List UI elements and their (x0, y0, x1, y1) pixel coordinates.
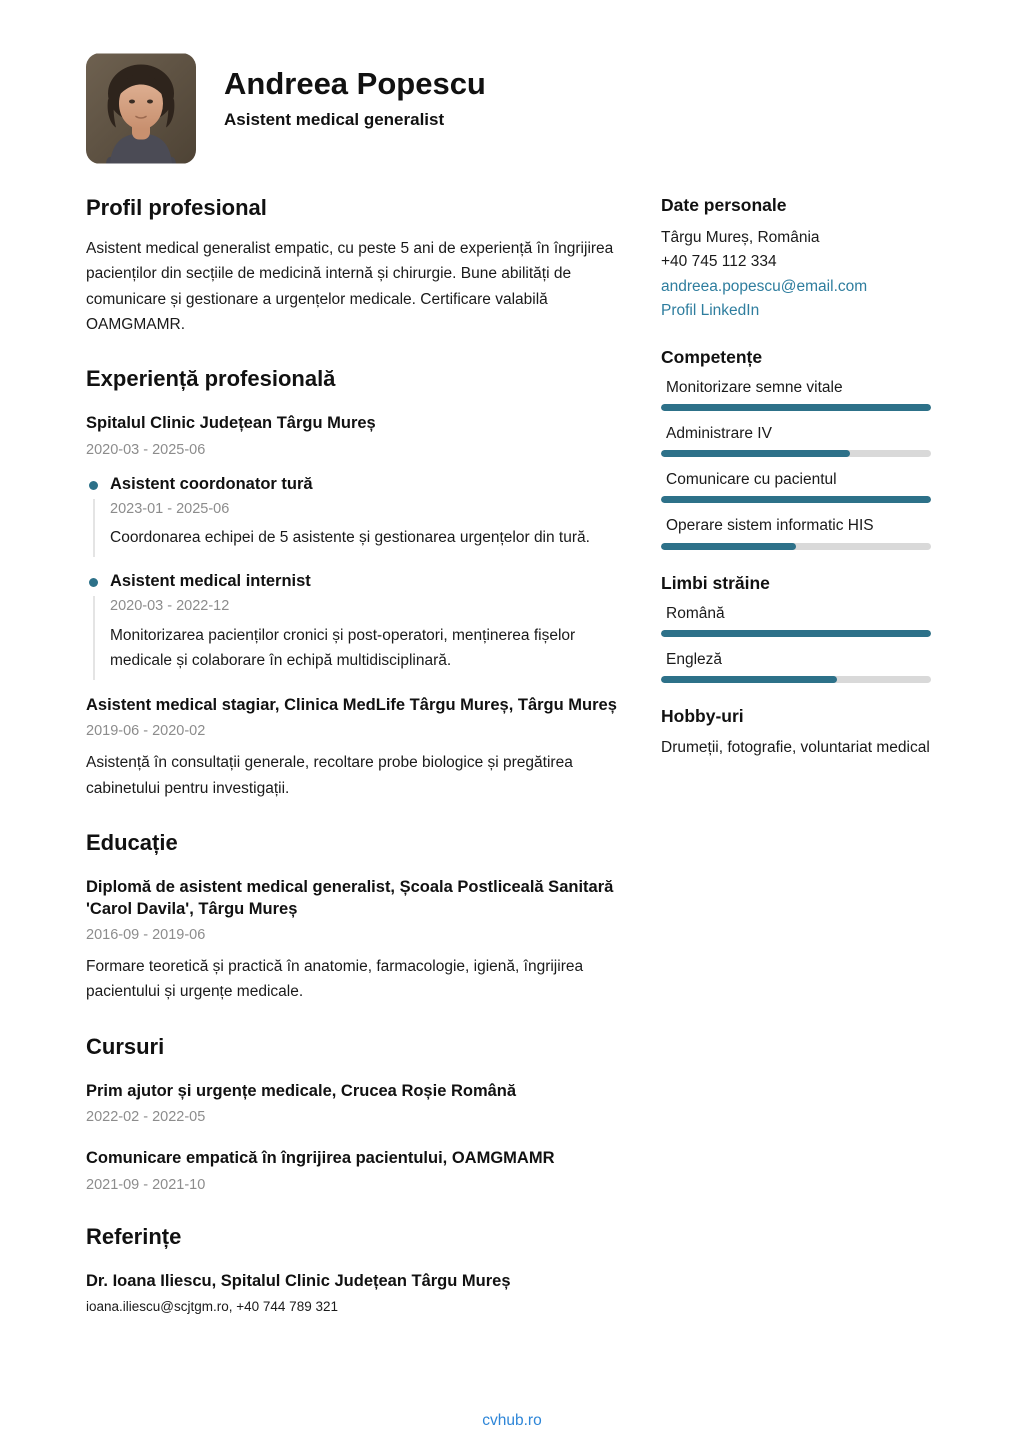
course-title: Comunicare empatică în îngrijirea pacientului, OAMGMAMR (86, 1149, 555, 1168)
header-text (224, 53, 486, 130)
page-footer (0, 1412, 1024, 1430)
sidebar-column (661, 195, 931, 782)
skill-item (661, 424, 931, 457)
profile-heading: Profil profesional (86, 195, 267, 220)
hobbies-text: Drumeții, fotografie, voluntariat medical (661, 738, 930, 756)
section-personal-data (661, 195, 931, 324)
profile-photo (86, 53, 196, 164)
hobbies-heading: Hobby-uri (661, 705, 744, 726)
candidate-name: Andreea Popescu (224, 66, 486, 101)
language-label: Engleză (666, 650, 723, 668)
skill-bar-track (661, 543, 931, 550)
skill-bar-track (661, 496, 931, 503)
education-description: Formare teoretică și practică în anatomie, farmacologie, igienă, îngrijirea pacientului și urgențe medicale. (86, 958, 584, 1001)
section-languages (661, 573, 931, 683)
role-dates: 2023-01 - 2025-06 (110, 500, 230, 517)
skill-label: Administrare IV (666, 425, 772, 443)
personal-data-heading: Date personale (661, 195, 787, 215)
education-heading: Educație (86, 829, 178, 855)
experience-heading: Experiență profesională (86, 366, 336, 391)
language-bar-track (661, 676, 931, 683)
main-column (86, 195, 626, 1318)
section-skills (661, 347, 931, 550)
role-title: Asistent medical internist (110, 572, 311, 591)
course-entry (86, 1148, 626, 1195)
language-item (661, 604, 931, 637)
linkedin-link[interactable]: Profil LinkedIn (661, 302, 760, 320)
location-text: Târgu Mureș, România (661, 229, 820, 246)
reference-entry (86, 1271, 626, 1314)
courses-heading: Cursuri (86, 1033, 165, 1059)
role-dates: 2020-03 - 2022-12 (110, 598, 230, 615)
languages-heading: Limbi străine (661, 572, 770, 593)
course-title: Prim ajutor și urgențe medicale, Crucea Roșie Română (86, 1081, 517, 1100)
candidate-title: Asistent medical generalist (224, 110, 445, 130)
role-description: Coordonarea echipei de 5 asistente și gestionarea urgențelor din tură. (110, 529, 590, 547)
experience-entry (86, 413, 626, 674)
language-label: Română (666, 604, 725, 622)
language-bar-track (661, 630, 931, 637)
role-title: Asistent coordonator tură (110, 474, 313, 493)
content-columns (86, 195, 930, 1318)
skill-bar-fill (661, 450, 850, 457)
education-entry (86, 877, 626, 1005)
section-education (86, 830, 626, 1005)
phone-text: +40 745 112 334 (661, 253, 777, 271)
skill-item (661, 378, 931, 411)
skill-bar-track (661, 450, 931, 457)
experience-role (86, 475, 626, 552)
skill-label: Operare sistem informatic HIS (666, 517, 874, 535)
section-experience (86, 366, 626, 801)
language-bar-fill (661, 630, 931, 637)
experience-role (86, 572, 626, 673)
skill-item (661, 516, 931, 549)
cvhub-link[interactable]: cvhub.ro (482, 1412, 542, 1429)
language-bar-fill (661, 676, 837, 683)
language-item (661, 650, 931, 683)
cv-header (86, 53, 930, 164)
employer-title: Spitalul Clinic Județean Târgu Mureș (86, 414, 376, 432)
skill-bar-track (661, 404, 931, 411)
reference-name: Dr. Ioana Iliescu, Spitalul Clinic Județean Târgu Mureș (86, 1271, 511, 1290)
education-title: Diplomă de asistent medical generalist, Școala Postliceală Sanitară 'Carol Davila', Târgu Mureș (86, 877, 614, 918)
education-dates: 2016-09 - 2019-06 (86, 927, 206, 944)
skill-item (661, 470, 931, 503)
skill-label: Monitorizare semne vitale (666, 378, 843, 396)
skills-heading: Competențe (661, 346, 763, 367)
job-description: Asistență în consultații generale, recoltare probe biologice și pregătirea cabinetului pentru investigații. (86, 754, 573, 797)
course-dates: 2022-02 - 2022-05 (86, 1109, 206, 1126)
section-references (86, 1224, 626, 1314)
experience-entry (86, 695, 626, 801)
course-dates: 2021-09 - 2021-10 (86, 1177, 206, 1194)
section-hobbies (661, 706, 931, 759)
employer-dates: 2020-03 - 2025-06 (86, 441, 206, 458)
reference-contact: ioana.iliescu@scjtgm.ro, +40 744 789 321 (86, 1298, 338, 1314)
references-heading: Referințe (86, 1223, 182, 1249)
course-entry (86, 1081, 626, 1128)
employer-title: Asistent medical stagiar, Clinica MedLife Târgu Mureș, Târgu Mureș (86, 695, 617, 714)
profile-text: Asistent medical generalist empatic, cu peste 5 ani de experiență în îngrijirea pacienților din secțiile de medicină internă și chirurgie. Bune abilități de comunicare și gestionare a urgențelor medicale. Certificare valabilă OAMGMAMR. (86, 240, 614, 333)
skill-bar-fill (661, 543, 796, 550)
section-courses (86, 1034, 626, 1195)
section-profile (86, 195, 626, 337)
skill-label: Comunicare cu pacientul (666, 471, 837, 489)
email-link[interactable]: andreea.popescu@email.com (661, 277, 868, 295)
role-description: Monitorizarea pacienților cronici și post-operatori, menținerea fișelor medicale și colaborare în echipă multidisciplinară. (110, 627, 576, 669)
skill-bar-fill (661, 404, 931, 411)
portrait-illustration (86, 53, 196, 164)
skill-bar-fill (661, 496, 931, 503)
employer-dates: 2019-06 - 2020-02 (86, 723, 206, 740)
